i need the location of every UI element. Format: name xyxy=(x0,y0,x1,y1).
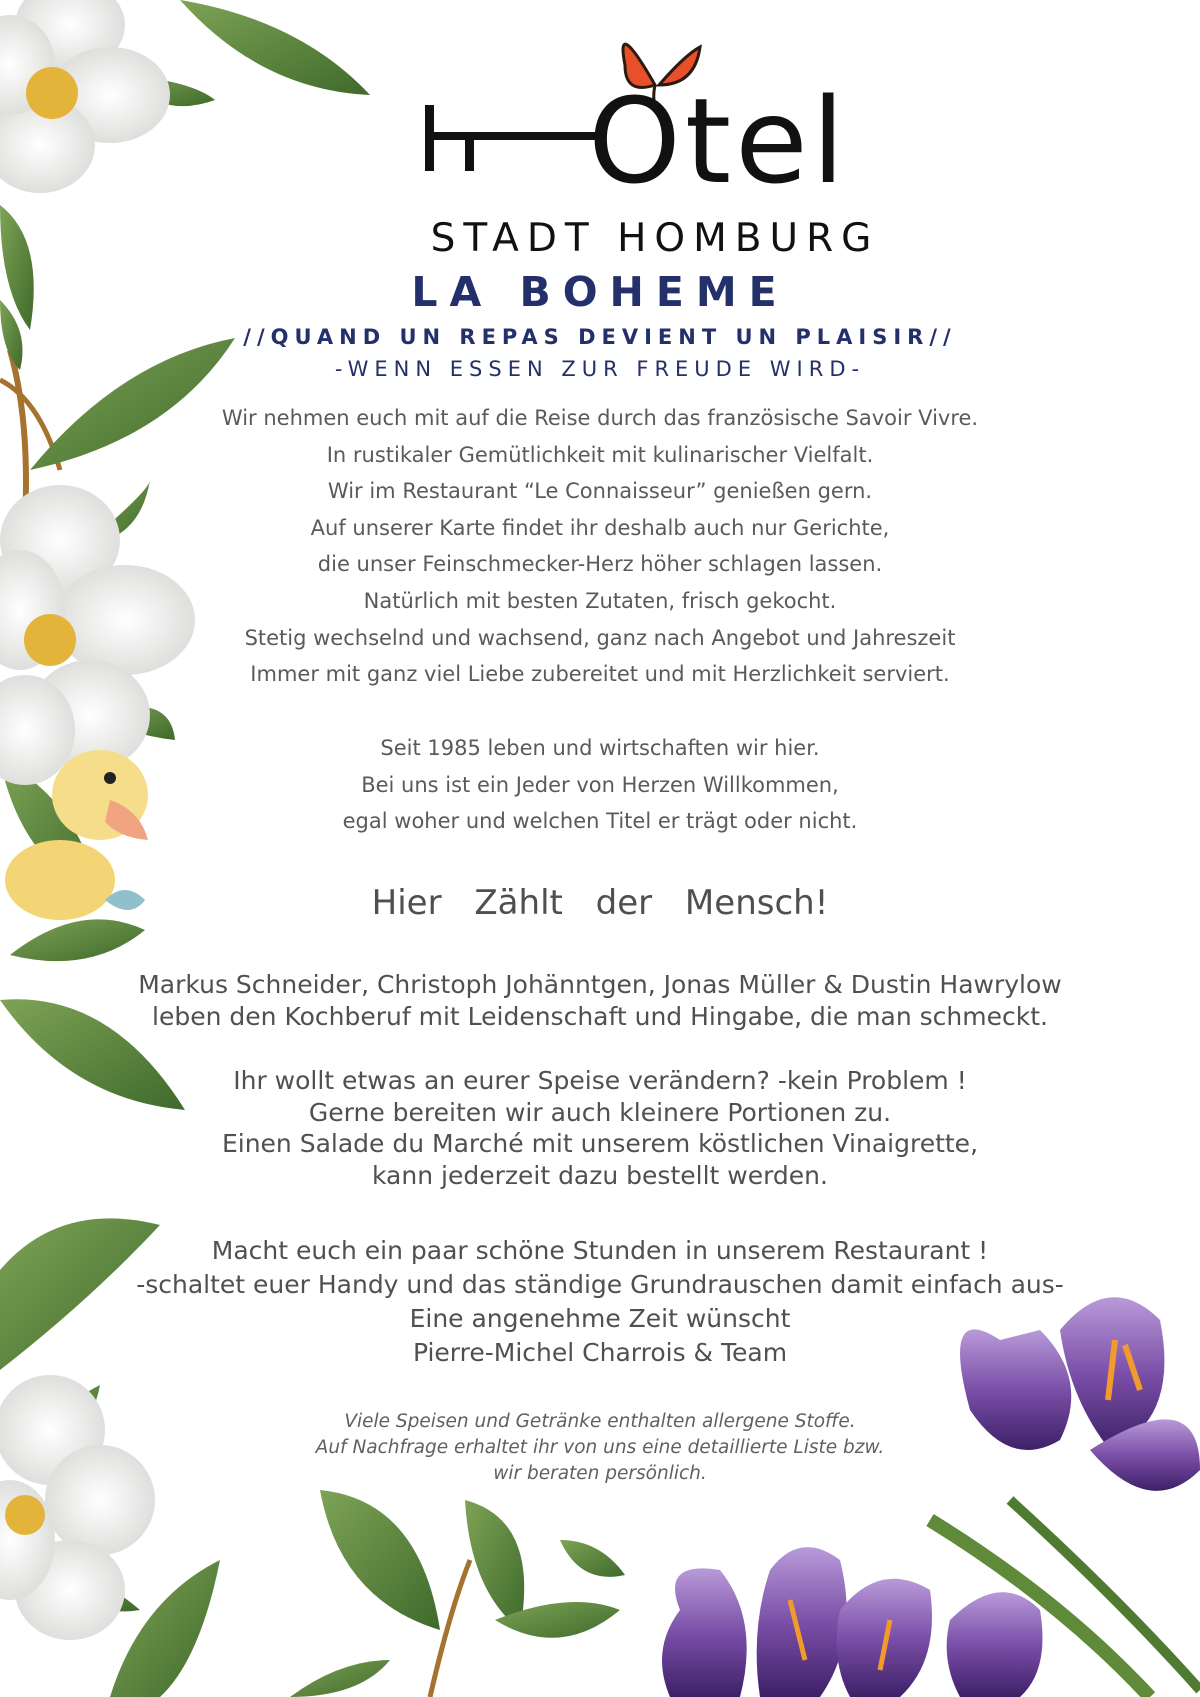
intro-line: Immer mit ganz viel Liebe zubereitet und mit Herzlichkeit serviert. xyxy=(250,662,950,687)
intro-line: Wir im Restaurant “Le Connaisseur” genießen gern. xyxy=(327,479,873,504)
chefs-line: leben den Kochberuf mit Leidenschaft und Hingabe, die man schmeckt. xyxy=(152,1001,1048,1031)
allergen-line: Viele Speisen und Getränke enthalten allergene Stoffe. xyxy=(344,1411,856,1432)
restaurant-title: LA BOHEME xyxy=(411,268,789,316)
closing-paragraph xyxy=(120,1234,1080,1370)
closing-line: Eine angenehme Zeit wünscht xyxy=(409,1304,791,1333)
options-paragraph xyxy=(120,1065,1080,1191)
motto: Hier Zählt der Mensch! xyxy=(371,883,829,923)
intro-paragraph xyxy=(150,400,1050,693)
allergen-line: wir beraten persönlich. xyxy=(493,1463,707,1484)
options-line: kann jederzeit dazu bestellt werden. xyxy=(372,1160,828,1190)
intro-line: Auf unserer Karte findet ihr deshalb auch nur Gerichte, xyxy=(310,515,890,540)
leaf-icon xyxy=(290,1490,625,1697)
intro-line: Wir nehmen euch mit auf die Reise durch das französische Savoir Vivre. xyxy=(221,406,979,430)
chefs-paragraph xyxy=(120,969,1080,1032)
hotel-logo xyxy=(420,20,890,261)
since-line: Bei uns ist ein Jeder von Herzen Willkommen, xyxy=(361,772,839,797)
logo-subtitle: STADT HOMBURG xyxy=(430,216,880,261)
intro-line: In rustikaler Gemütlichkeit mit kulinarischer Vielfalt. xyxy=(326,442,874,467)
intro-line: die unser Feinschmecker-Herz höher schlagen lassen. xyxy=(317,552,883,577)
since-line: egal woher und welchen Titel er trägt oder nicht. xyxy=(342,809,858,834)
logo-word: Otel xyxy=(588,72,849,210)
tagline-french: //QUAND UN REPAS DEVIENT UN PLAISIR// xyxy=(243,325,957,349)
options-line: Ihr wollt etwas an eurer Speise verändern? -kein Problem ! xyxy=(233,1066,967,1095)
allergen-note xyxy=(200,1409,1000,1487)
closing-signature: Pierre-Michel Charrois & Team xyxy=(412,1338,788,1367)
intro-line: Natürlich mit besten Zutaten, frisch gekocht. xyxy=(363,588,837,613)
closing-line: Macht euch ein paar schöne Stunden in unserem Restaurant ! xyxy=(211,1236,989,1265)
closing-line: -schaltet euer Handy und das ständige Grundrauschen damit einfach aus- xyxy=(136,1270,1064,1299)
options-line: Einen Salade du Marché mit unserem köstlichen Vinaigrette, xyxy=(221,1129,979,1158)
options-line: Gerne bereiten wir auch kleinere Portionen zu. xyxy=(308,1097,892,1127)
since-line: Seit 1985 leben und wirtschaften wir hier. xyxy=(380,736,820,760)
chefs-line: Markus Schneider, Christoph Johänntgen, Jonas Müller & Dustin Hawrylow xyxy=(138,970,1062,999)
intro-line: Stetig wechselnd und wachsend, ganz nach Angebot und Jahreszeit xyxy=(244,625,956,650)
allergen-line: Auf Nachfrage erhaltet ihr von uns eine detaillierte Liste bzw. xyxy=(315,1437,885,1458)
since-paragraph xyxy=(150,730,1050,840)
tagline-german: -WENN ESSEN ZUR FREUDE WIRD- xyxy=(334,357,866,381)
